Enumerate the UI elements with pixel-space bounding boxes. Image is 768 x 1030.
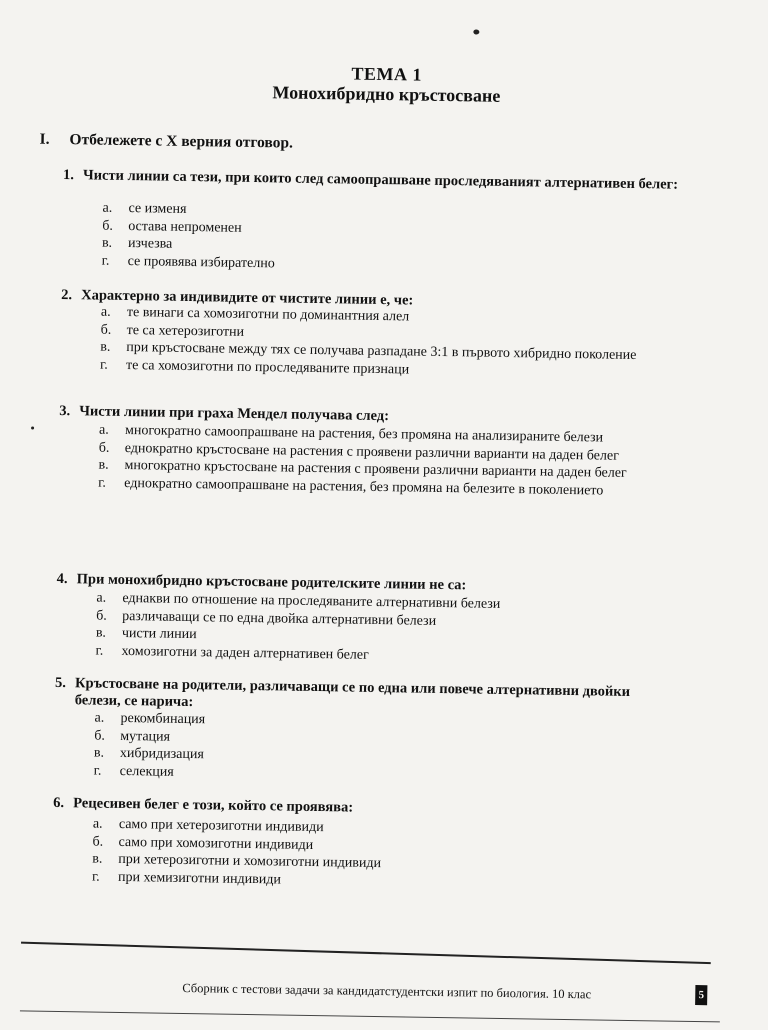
option-letter: в.	[95, 625, 107, 641]
option-letter: в.	[93, 745, 105, 761]
question	[63, 167, 683, 194]
option-text: хибридизация	[119, 745, 204, 763]
option-letter: а.	[100, 304, 111, 320]
option-letter: г.	[99, 357, 108, 373]
question-number: 5.	[54, 674, 67, 692]
option-text: само при хетерозиготни индивиди	[118, 816, 324, 836]
question-number: 6.	[53, 794, 65, 812]
option-text: остава непроменен	[128, 218, 242, 236]
option-letter: г.	[93, 763, 102, 779]
section-number: I.	[39, 130, 50, 148]
page-number: 5	[695, 985, 707, 1005]
options-list	[98, 422, 679, 501]
option-letter: а.	[94, 710, 105, 726]
option-letter: в.	[101, 235, 113, 251]
option-text: те са хомозиготни по проследяваните признаци	[125, 357, 410, 377]
option-text: различаващи се по една двойка алтернативни белези	[122, 608, 437, 629]
option-letter: в.	[98, 457, 109, 473]
option-text: еднократно кръстосване на растения с проявени различни варианти на даден белег	[124, 440, 620, 464]
option-text: при кръстосване между тях се получава разпадане 3:1 в първото хибридно поколение	[126, 339, 637, 364]
option-letter: а.	[102, 200, 113, 216]
option-text: мутация	[120, 728, 171, 745]
option-text: се проявява избирателно	[127, 253, 275, 271]
section-heading	[39, 131, 293, 153]
option-text: селекция	[119, 763, 174, 780]
option-text: рекомбинация	[120, 710, 206, 728]
option-letter: г.	[95, 643, 104, 659]
question-text: Кръстосване на родители, различаващи се по една или повече алтернативни двойки белези, се нарича:	[74, 675, 631, 711]
option-letter: а.	[96, 590, 107, 606]
section-instruction: Отбележете с X верния отговор.	[69, 131, 294, 152]
option-letter: в.	[100, 339, 111, 355]
question-number: 3.	[59, 402, 71, 420]
option-letter: б.	[98, 440, 110, 456]
option-text: при хемизиготни индивиди	[117, 869, 282, 887]
option-letter: б.	[100, 322, 112, 338]
option-text: те са хетерозиготни	[126, 322, 245, 340]
option-text: при хетерозиготни и хомозиготни индивиди	[118, 851, 382, 872]
question-text: Рецесивен белег е този, който се проявява:	[73, 795, 354, 816]
option-letter: б.	[94, 728, 106, 744]
option-text: те винаги са хомозиготни по доминантния алел	[126, 305, 410, 325]
option-text: еднократно самоопрашване на растения, без промяна на белезите в поколението	[124, 475, 604, 499]
question-number: 1.	[62, 166, 75, 184]
options-list	[102, 200, 683, 279]
question-number: 2.	[61, 286, 73, 304]
question-text: Характерно за индивидите от чистите линии е, че:	[81, 287, 414, 309]
page-title: Монохибридно кръстосване	[272, 82, 501, 106]
option-text: многократно кръстосване на растения с проявени различни варианти на даден белег	[124, 457, 627, 481]
options-list	[94, 710, 675, 789]
option-text: само при хомозиготни индивиди	[118, 834, 314, 853]
option-letter: г.	[98, 475, 107, 491]
option-text: еднакви по отношение на проследяваните алтернативни белези	[122, 590, 501, 612]
question-number: 4.	[56, 570, 68, 588]
options-list	[95, 590, 676, 669]
option-text: многократно самоопрашване на растения, без промяна на анализираните белези	[124, 422, 604, 446]
option-letter: г.	[101, 253, 110, 269]
option-letter: б.	[92, 834, 104, 850]
option-text: хомозиготни за даден алтернативен белег	[121, 643, 369, 663]
options-list	[100, 304, 681, 383]
page-edge	[20, 1010, 720, 1022]
option-letter: б.	[102, 218, 114, 234]
question-text: Чисти линии са тези, при които след самоопрашване проследявaният алтернативен белег:	[82, 167, 679, 193]
options-list	[92, 816, 673, 895]
footer-text: Сборник с тестови задачи за кандидатстудентски изпит по биология. 10 клас	[182, 980, 592, 1002]
question-text: Чисти линии при граха Мендел получава след:	[79, 403, 390, 425]
option-letter: б.	[96, 608, 107, 624]
option-letter: а.	[92, 816, 103, 832]
topic-heading: ТЕМА 1	[351, 63, 423, 85]
ink-speck	[31, 427, 34, 430]
question-text: При монохибридно кръстосване родителските линии не са:	[76, 571, 467, 594]
footer-rule	[21, 942, 711, 964]
ink-speck	[473, 29, 479, 34]
option-letter: г.	[91, 869, 100, 885]
option-text: чисти линии	[121, 625, 197, 643]
option-letter: в.	[92, 851, 103, 867]
option-text: изчезва	[127, 236, 173, 252]
option-letter: а.	[98, 422, 109, 438]
option-text: се изменя	[128, 201, 187, 217]
